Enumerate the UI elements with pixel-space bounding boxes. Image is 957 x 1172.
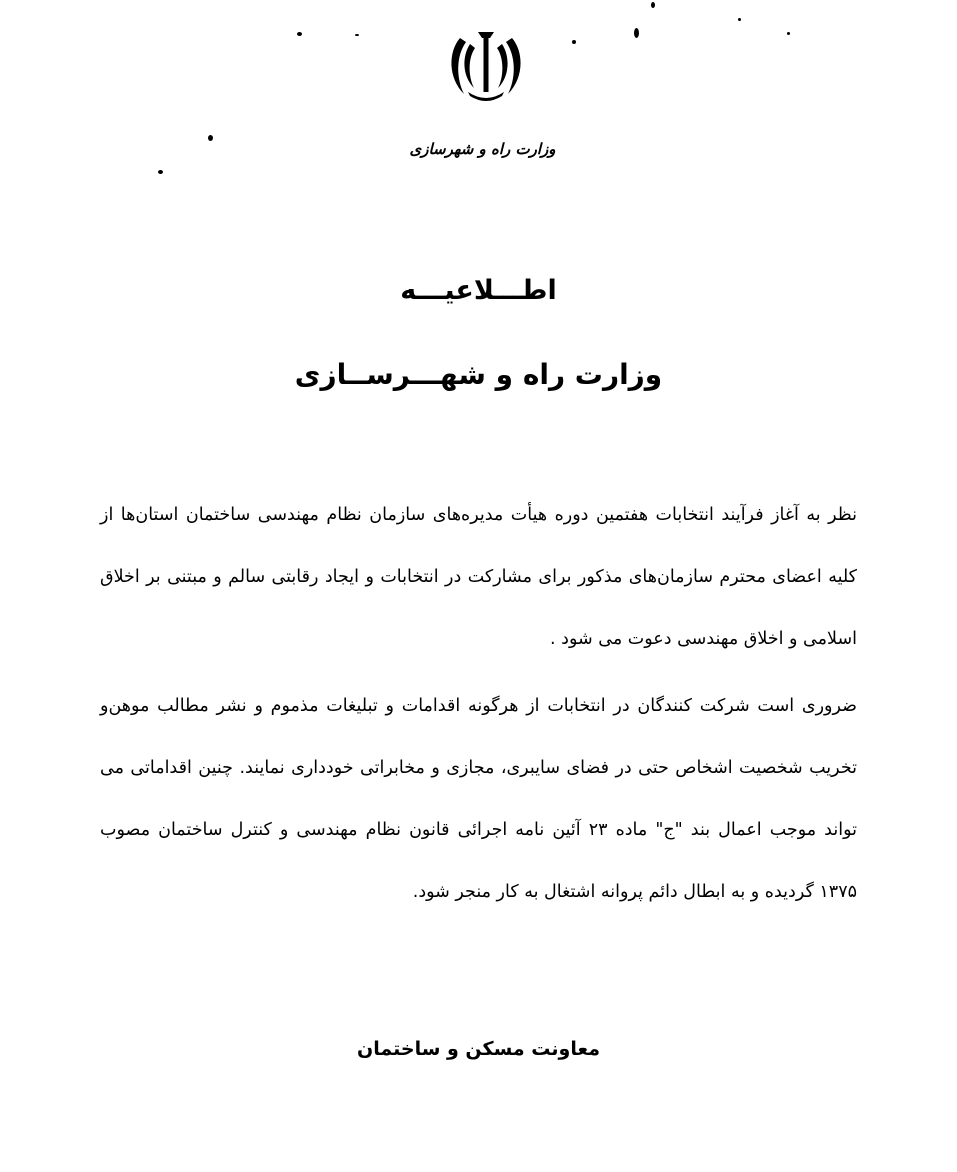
notice-heading: اطـــلاعیـــه xyxy=(400,275,557,306)
iran-emblem-icon xyxy=(446,28,526,104)
scan-speck xyxy=(297,32,302,36)
scan-speck xyxy=(158,170,163,174)
scan-speck xyxy=(651,2,655,8)
signature-deputy: معاونت مسکن و ساختمان xyxy=(357,1038,600,1060)
ministry-heading: وزارت راه و شهـــرســازی xyxy=(294,358,663,391)
scan-speck xyxy=(355,34,359,36)
scan-speck xyxy=(787,32,790,35)
scan-speck xyxy=(634,28,639,38)
body-paragraph-invitation: نظر به آغاز فرآیند انتخابات هفتمین دوره هیأت مدیره‌های سازمان نظام مهندسی ساختمان استان‌ها از کلیه اعضای محترم سازمان‌های مذکور برای مشارکت در انتخابات و ایجاد رقابتی سالم و مبتنی بر اخلاق اسلامی و اخلاق مهندسی دعوت می شود . xyxy=(100,505,857,649)
body-paragraph-warning: ضروری است شرکت کنندگان در انتخابات از هرگونه اقدامات و تبلیغات مذموم و نشر مطالب موهن‌و تخریب شخصیت اشخاص حتی در فضای سایبری، مجازی و مخابراتی خودداری نمایند. چنین اقداماتی می تواند موجب اعمال بند "ج" ماده ۲۳ آئین نامه اجرائی قانون نظام مهندسی و کنترل ساختمان مصوب ۱۳۷۵ گردیده و به ابطال دائم پروانه اشتغال به کار منجر شود. xyxy=(100,696,857,902)
scan-speck xyxy=(738,18,741,21)
scan-speck xyxy=(572,40,576,44)
ministry-caption: وزارت راه و شهرسازی xyxy=(409,140,556,158)
scan-speck xyxy=(208,135,213,141)
